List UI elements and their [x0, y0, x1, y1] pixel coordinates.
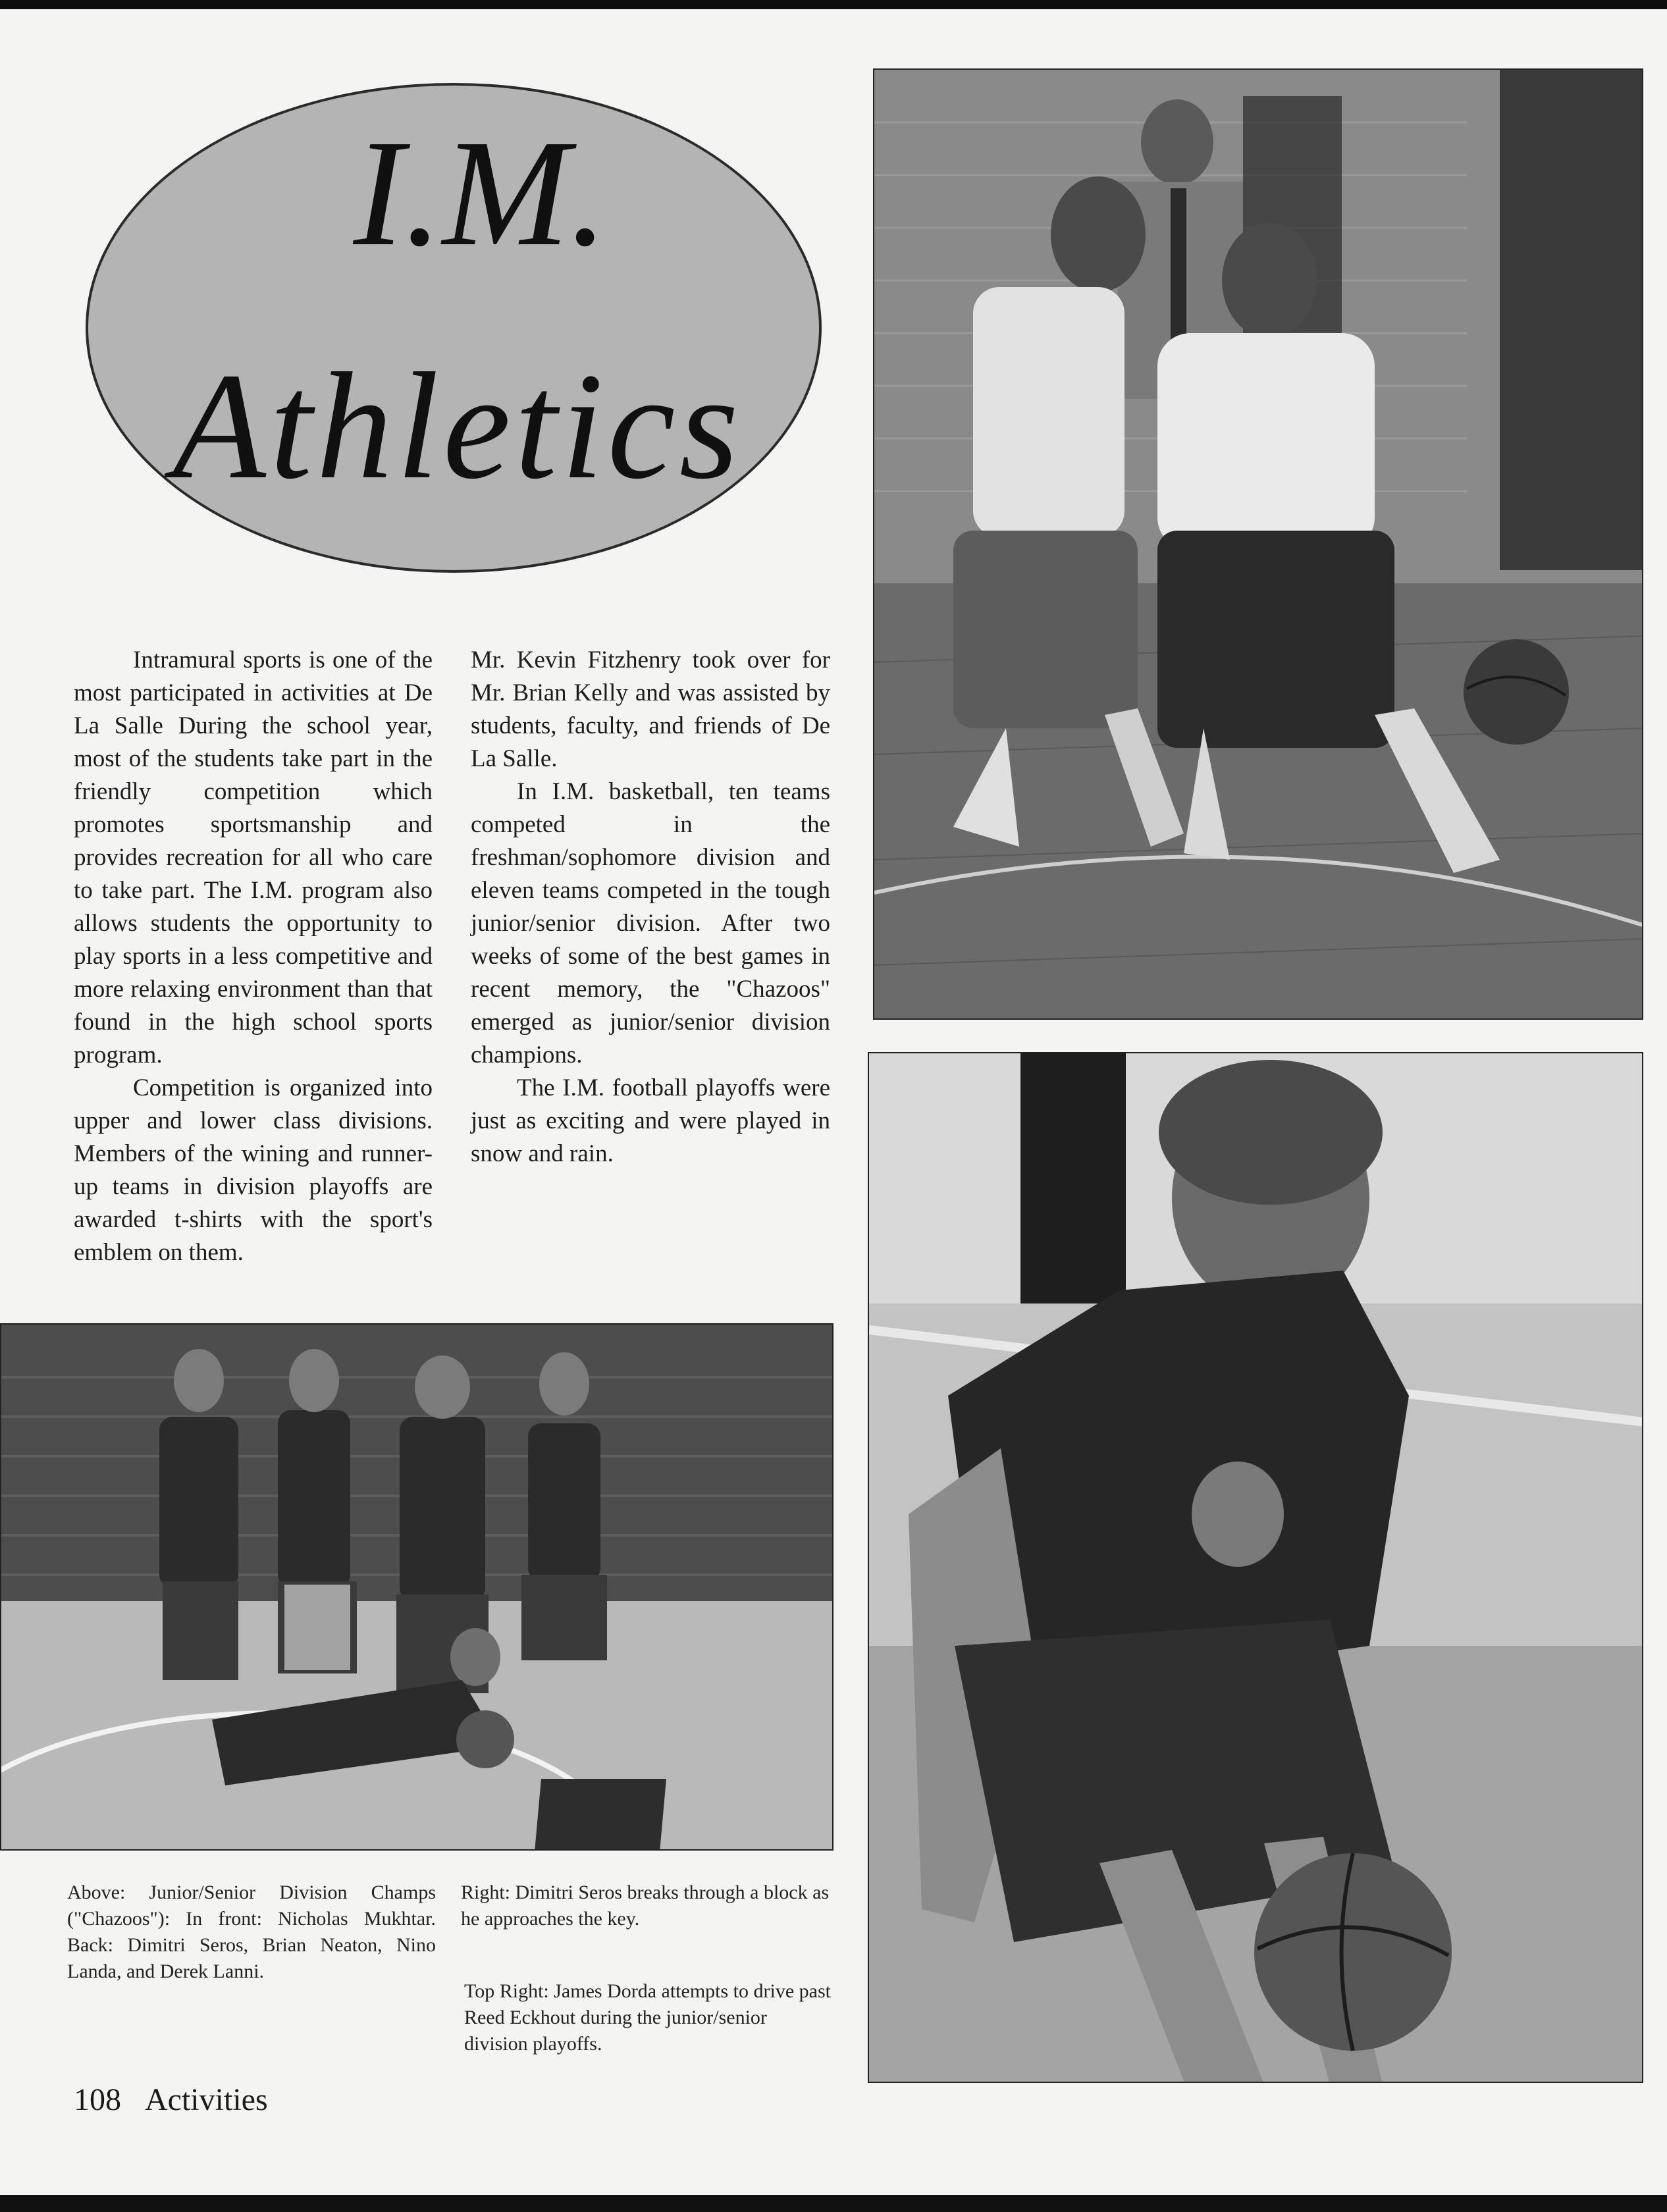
page-footer: [74, 2080, 292, 2120]
page-bottom-edge: [0, 2195, 1667, 2212]
body-paragraph: In I.M. basketball, ten teams competed in the freshman/sophomore division and eleven teams competed in the tough junior/senior division. After two weeks of some of the best games in recent memory, the "Chazoos" emerged as junior/senior division champions.: [471, 778, 830, 1068]
title-line-2: Athletics: [172, 342, 743, 511]
body-paragraph: Competition is organized into upper and lower class divisions. Members of the wining and runner-up teams in division playoffs are awarded t-shirts with the sport's emblem on them.: [74, 1074, 433, 1266]
photo-top-right-basketball: [873, 68, 1643, 1020]
caption-above: Above: Junior/Senior Division Champs ("Chazoos"): In front: Nicholas Mukhtar. Back: Dimitri Seros, Brian Neaton, Nino Landa, and Derek Lanni.: [67, 1882, 436, 1982]
caption-top-right: Top Right: James Dorda attempts to drive past Reed Eckhout during the junior/senior division playoffs.: [464, 1980, 831, 2055]
page-top-edge: [0, 0, 1667, 9]
body-column-1: [74, 644, 433, 1269]
photo-team-chazoos: [0, 1323, 834, 1851]
photo-top-right-illustration: [874, 70, 1643, 1020]
page-number: 108: [74, 2082, 121, 2117]
photo-right-dribble: [868, 1052, 1643, 2083]
photo-right-illustration: [869, 1053, 1643, 2083]
title-line-1: I.M.: [353, 109, 608, 278]
body-column-2: [471, 644, 830, 1171]
body-paragraph: Intramural sports is one of the most participated in activities at De La Salle During the school year, most of the students take part in the friendly competition which promotes sportsmanship and provides recreation for all who care to take part. The I.M. program also allows students the opportunity to play sports in a less competitive and more relaxing environment than that found in the high school sports program.: [74, 646, 433, 1068]
section-name: Activities: [145, 2082, 268, 2117]
caption-right: Right: Dimitri Seros breaks through a block as he approaches the key.: [461, 1882, 830, 1930]
body-paragraph: Mr. Kevin Fitzhenry took over for Mr. Brian Kelly and was assisted by students, faculty, and friends of De La Salle.: [471, 646, 830, 772]
body-paragraph: The I.M. football playoffs were just as exciting and were played in snow and rain.: [471, 1074, 830, 1167]
photo-team-illustration: [1, 1325, 834, 1851]
